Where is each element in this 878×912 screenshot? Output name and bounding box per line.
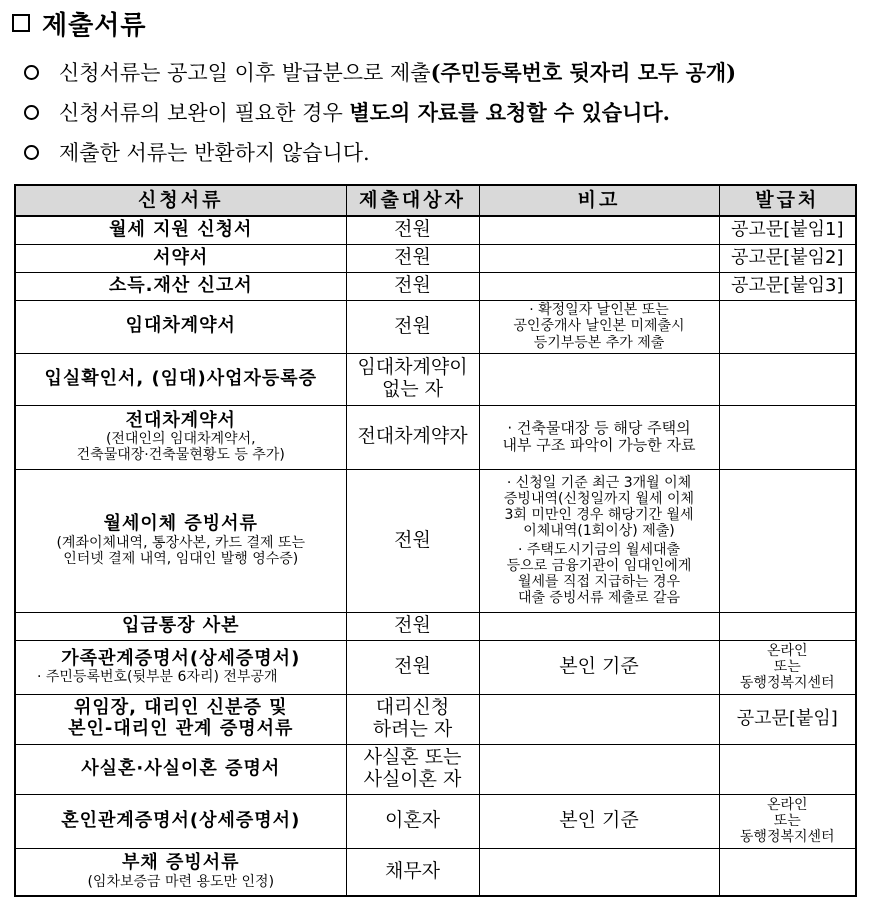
target-cell: 전원 (346, 244, 479, 272)
issuer-line: 온라인 (766, 642, 808, 659)
table-row (15, 744, 856, 794)
issuer-line: 동행정복지센터 (739, 675, 835, 692)
target-cell (346, 694, 479, 744)
table-row (15, 794, 856, 848)
doc-title: 월세이체 증빙서류 (103, 513, 258, 535)
doc-cell: 소득.재산 신고서 (15, 272, 346, 300)
doc-title: 가족관계증명서(상세증명서) (61, 647, 301, 669)
issuer-cell (719, 794, 856, 848)
notice-item (18, 132, 868, 172)
header-note: 비고 (479, 185, 719, 216)
doc-cell: 임대차계약서 (15, 300, 346, 353)
target-line: 임대차계약이 (357, 356, 468, 379)
doc-cell (15, 694, 346, 744)
header-target: 제출대상자 (346, 185, 479, 216)
issuer-cell (719, 744, 856, 794)
target-line: 대리신청 (375, 696, 450, 719)
note-cell (479, 405, 719, 469)
note-line: 3회 미만인 경우 해당기간 월세 (504, 507, 694, 524)
header-issuer: 발급처 (719, 185, 856, 216)
note-line: 증빙내역(신청일까지 월세 이체 (503, 491, 695, 508)
note-cell (479, 272, 719, 300)
issuer-cell (719, 405, 856, 469)
doc-cell: 월세 지원 신청서 (15, 216, 346, 244)
target-line: 사실혼 또는 (363, 746, 462, 769)
notice-item (18, 52, 868, 92)
note-cell (479, 244, 719, 272)
note-cell (479, 848, 719, 896)
note-line: 내부 구조 파악이 가능한 자료 (502, 436, 696, 454)
table-row (15, 216, 856, 244)
doc-cell (15, 469, 346, 612)
target-line: 사실이혼 자 (363, 768, 462, 790)
notice-text: 신청서류는 공고일 이후 발급분으로 제출 (59, 61, 431, 85)
notice-list (18, 52, 868, 172)
table-header-row (15, 185, 856, 216)
doc-cell (15, 848, 346, 896)
issuer-line: 동행정복지센터 (739, 829, 835, 846)
target-cell: 전원 (346, 612, 479, 640)
doc-cell: 혼인관계증명서(상세증명서) (15, 794, 346, 848)
note-cell (479, 300, 719, 353)
table-row (15, 353, 856, 405)
note-line: 이체내역(1회이상) 제출) (523, 523, 675, 540)
issuer-cell (719, 612, 856, 640)
issuer-cell: 공고문[붙임1] (719, 216, 856, 244)
target-cell: 전원 (346, 272, 479, 300)
checkbox-square-icon (12, 14, 30, 32)
table-row (15, 848, 856, 896)
table-row (15, 469, 856, 612)
target-cell (346, 744, 479, 794)
note-line: · 건축물대장 등 해당 주택의 (507, 418, 691, 437)
circle-bullet-icon (24, 145, 39, 160)
table-row (15, 244, 856, 272)
doc-subtext: · 주민등록번호(뒷부분 6자리) 전부공개 (37, 669, 278, 686)
table-row (15, 612, 856, 640)
notice-text: 신청서류의 보완이 필요한 경우 (59, 101, 350, 125)
section-title-text: 제출서류 (42, 10, 147, 41)
notice-emphasis: (주민등록번호 뒷자리 모두 공개) (430, 60, 737, 85)
table-row (15, 405, 856, 469)
target-cell: 전원 (346, 640, 479, 694)
note-cell: 본인 기준 (479, 794, 719, 848)
doc-cell: 입금통장 사본 (15, 612, 346, 640)
notice-emphasis: 별도의 자료를 요청할 수 있습니다. (349, 100, 670, 125)
doc-cell (15, 640, 346, 694)
note-line: 대출 증빙서류 제출로 갈음 (517, 589, 681, 606)
doc-title: 위임장, 대리인 신분증 및 (73, 697, 288, 719)
issuer-cell: 공고문[붙임3] (719, 272, 856, 300)
circle-bullet-icon (24, 105, 39, 120)
target-cell: 전원 (346, 300, 479, 353)
issuer-cell (719, 300, 856, 353)
doc-subtext: (임차보증금 마련 용도만 인정) (87, 874, 275, 891)
note-line: · 신청일 기준 최근 3개월 이체 (506, 475, 692, 492)
table-row (15, 272, 856, 300)
header-documents: 신청서류 (15, 185, 346, 216)
doc-cell (15, 405, 346, 469)
table-row (15, 300, 856, 353)
issuer-cell (719, 848, 856, 896)
target-cell: 전원 (346, 469, 479, 612)
note-cell: 본인 기준 (479, 640, 719, 694)
note-cell (479, 469, 719, 612)
doc-subtext: (계좌이체내역, 통장사본, 카드 결제 또는 (56, 534, 306, 551)
issuer-line: 또는 (773, 658, 801, 675)
notice-item (18, 92, 868, 132)
note-cell (479, 694, 719, 744)
documents-table (14, 184, 857, 897)
note-line: 월세를 직접 지급하는 경우 (517, 573, 681, 590)
doc-subtext: (전대인의 임대차계약서, (105, 431, 256, 448)
issuer-cell (719, 469, 856, 612)
doc-cell: 사실혼·사실이혼 증명서 (15, 744, 346, 794)
note-cell (479, 612, 719, 640)
doc-cell: 입실확인서, (임대)사업자등록증 (15, 353, 346, 405)
table-row (15, 694, 856, 744)
doc-title: 본인-대리인 관계 증명서류 (68, 718, 294, 739)
issuer-line: 또는 (773, 812, 801, 829)
section-title (10, 6, 146, 40)
issuer-cell (719, 640, 856, 694)
doc-title: 부채 증빙서류 (121, 852, 240, 874)
doc-title: 전대차계약서 (125, 409, 236, 431)
note-line: 등으로 금융기관이 임대인에게 (506, 557, 692, 574)
target-cell: 이혼자 (346, 794, 479, 848)
note-cell (479, 353, 719, 405)
doc-subtext: 인터넷 결제 내역, 임대인 발행 영수증) (63, 550, 299, 567)
target-cell: 전대차계약자 (346, 405, 479, 469)
note-line: · 주택도시기금의 월세대출 (517, 541, 681, 558)
target-cell (346, 353, 479, 405)
table-row (15, 640, 856, 694)
target-cell: 전원 (346, 216, 479, 244)
issuer-cell: 공고문[붙임] (719, 694, 856, 744)
issuer-line: 온라인 (766, 796, 808, 813)
notice-text: 제출한 서류는 반환하지 않습니다. (59, 141, 370, 165)
issuer-cell (719, 353, 856, 405)
note-line: 등기부등본 추가 제출 (533, 334, 665, 351)
note-line: 공인중개사 날인본 미제출시 (513, 318, 685, 335)
doc-subtext: 건축물대장·건축물현황도 등 추가) (76, 447, 285, 464)
target-cell: 채무자 (346, 848, 479, 896)
issuer-cell: 공고문[붙임2] (719, 244, 856, 272)
note-cell (479, 744, 719, 794)
note-line: · 확정일자 날인본 또는 (529, 302, 669, 319)
doc-cell: 서약서 (15, 244, 346, 272)
circle-bullet-icon (24, 65, 39, 80)
target-line: 없는 자 (381, 378, 444, 400)
target-line: 하려는 자 (372, 718, 453, 740)
note-cell (479, 216, 719, 244)
